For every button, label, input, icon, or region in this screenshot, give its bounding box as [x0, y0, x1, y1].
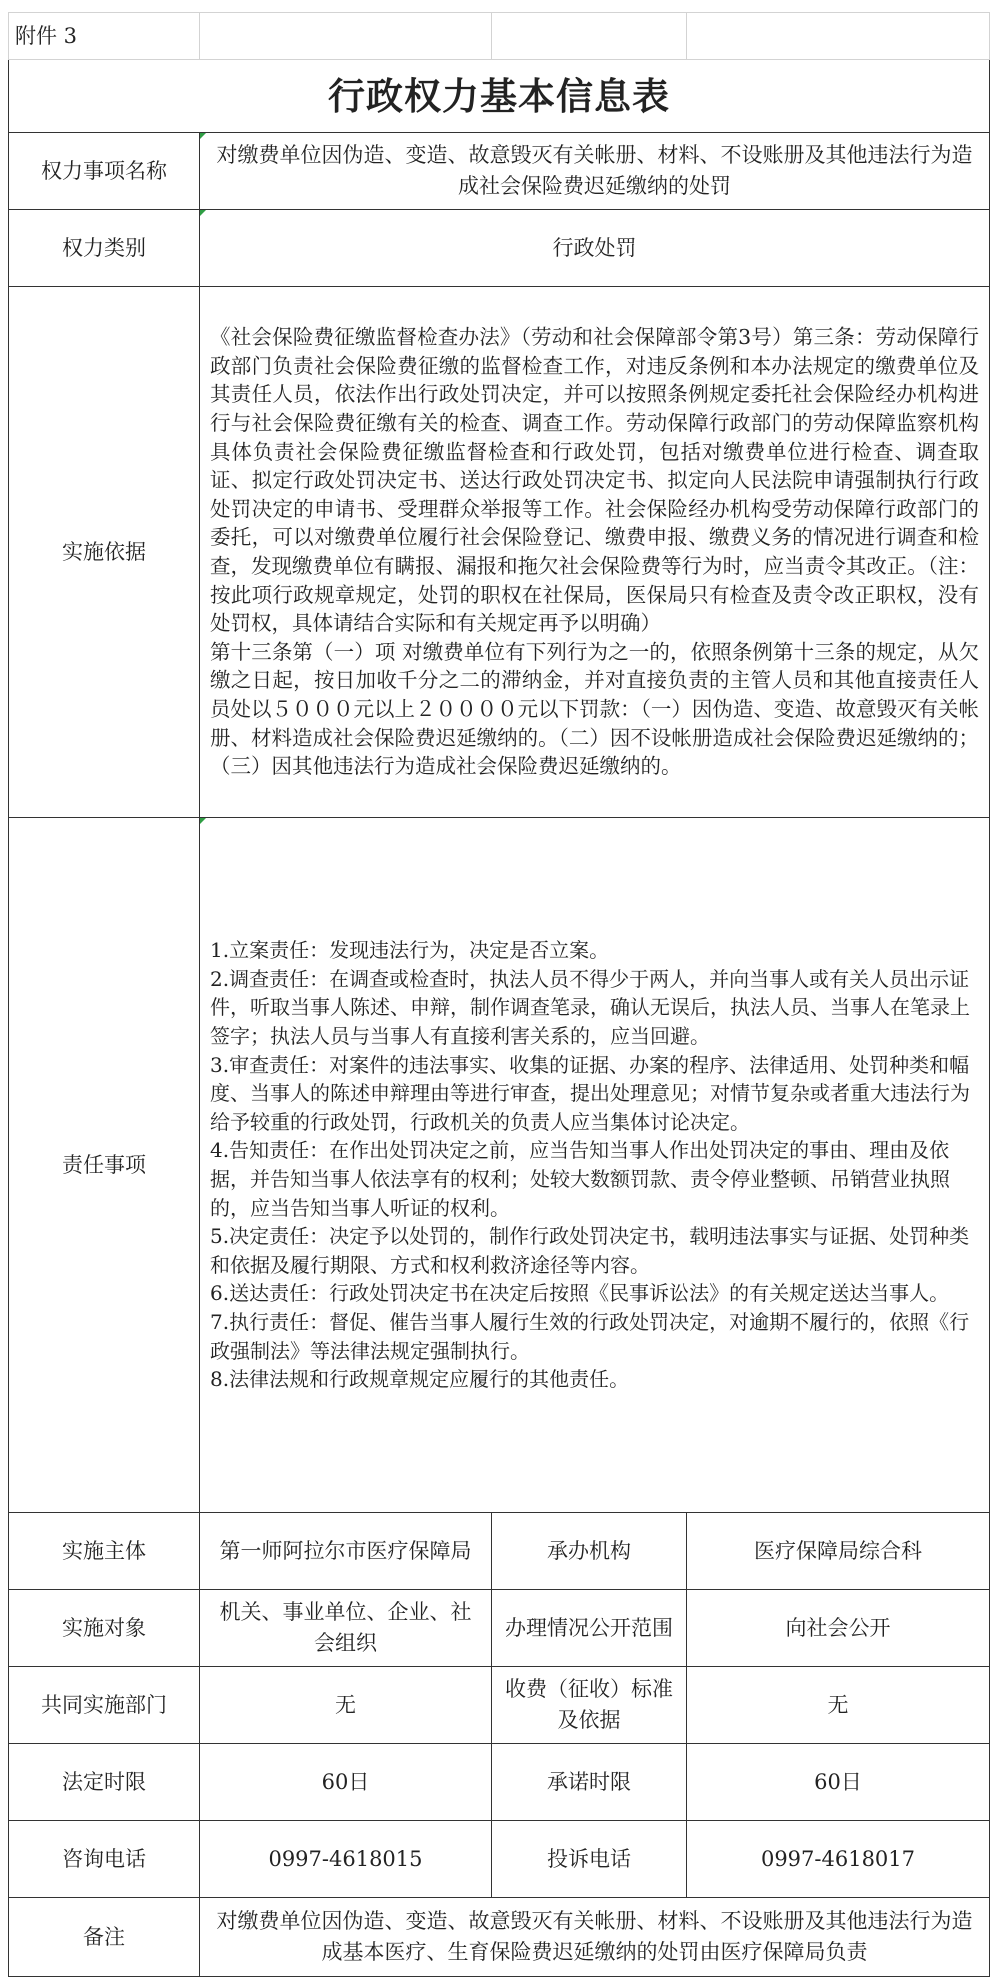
cell-marker [200, 818, 206, 824]
responsibility-item: 1.立案责任：发现违法行为，决定是否立案。 [210, 938, 610, 963]
row-basis [9, 287, 990, 818]
value-target: 机关、事业单位、企业、社会组织 [200, 1590, 492, 1667]
label-public-scope: 办理情况公开范围 [492, 1590, 687, 1667]
value-consult-phone: 0997-4618015 [200, 1821, 492, 1898]
responsibility-item: 4.告知责任：在作出处罚决定之前，应当告知当事人作出处罚决定的事由、理由及依据，并告知当事人依法享有的权利；处较大数额罚款、责令停业整顿、吊销营业执照的，应当告知当事人听证的权利。 [210, 1138, 950, 1220]
responsibility-item: 7.执行责任：督促、催告当事人履行生效的行政处罚决定，对逾期不履行的，依照《行政强制法》等法律法规定强制执行。 [210, 1309, 970, 1363]
value-subject: 第一师阿拉尔市医疗保障局 [200, 1513, 492, 1590]
label-consult-phone: 咨询电话 [9, 1821, 200, 1898]
header-cell [200, 13, 492, 60]
value-type-text: 行政处罚 [552, 235, 637, 260]
value-fee: 无 [687, 1667, 990, 1744]
row-subject [9, 1513, 990, 1590]
cell-marker [200, 210, 206, 216]
basis-paragraph-1: 《社会保险费征缴监督检查办法》（劳动和社会保障部令第3号）第三条：劳动保障行政部门负责社会保险费征缴的监督检查工作，对违反条例和本办法规定的缴费单位及其责任人员，依法作出行政处罚决定，并可以按照条例规定委托社会保险经办机构进行与社会保险费征缴有关的检查、调查工作。劳动保障行政部门的劳动保障监察机构具体负责社会保险费征缴监督检查和行政处罚，包括对缴费单位进行检查、调查取证、拟定行政处罚决定书、送达行政处罚决定书、拟定向人民法院申请强制执行行政处罚决定的申请书、受理群众举报等工作。社会保险经办机构受劳动保障行政部门的委托，可以对缴费单位履行社会保险登记、缴费申报、缴费义务的情况进行调查和检查，发现缴费单位有瞒报、漏报和拖欠社会保险费等行为时，应当责令其改正。（注：按此项行政规章规定，处罚的职权在社保局，医保局只有检查及责令改正职权，没有处罚权，具体请结合实际和有关规定再予以明确） [210, 325, 979, 636]
label-complaint-phone: 投诉电话 [492, 1821, 687, 1898]
label-promise-limit: 承诺时限 [492, 1744, 687, 1821]
value-remark: 对缴费单位因伪造、变造、故意毁灭有关帐册、材料、不设账册及其他违法行为造成基本医疗、生育保险费迟延缴纳的处罚由医疗保障局负责 [200, 1898, 990, 1977]
label-item-name: 权力事项名称 [9, 133, 200, 210]
row-type [9, 210, 990, 287]
responsibility-item: 5.决定责任：决定予以处罚的，制作行政处罚决定书，载明违法事实与证据、处罚种类和依据及履行期限、方式和权利救济途径等内容。 [210, 1224, 970, 1277]
row-phone [9, 1821, 990, 1898]
label-legal-limit: 法定时限 [9, 1744, 200, 1821]
value-legal-limit: 60日 [200, 1744, 492, 1821]
info-table [8, 12, 990, 1977]
row-target [9, 1590, 990, 1667]
row-item-name [9, 133, 990, 210]
label-joint-dept: 共同实施部门 [9, 1667, 200, 1744]
attachment-label: 附件 3 [9, 13, 200, 60]
row-time-limit [9, 1744, 990, 1821]
label-subject: 实施主体 [9, 1513, 200, 1590]
label-responsibility: 责任事项 [9, 818, 200, 1513]
value-promise-limit: 60日 [687, 1744, 990, 1821]
header-row [9, 13, 990, 60]
basis-paragraph-2: 第十三条第（一）项 对缴费单位有下列行为之一的，依照条例第十三条的规定，从欠缴之日起，按日加收千分之二的滞纳金，并对直接负责的主管人员和其他直接责任人员处以５０００元以上２００００元以下罚款：（一）因伪造、变造、故意毁灭有关帐册、材料造成社会保险费迟延缴纳的。（二）因不设帐册造成社会保险费迟延缴纳的；（三）因其他违法行为造成社会保险费迟延缴纳的。 [210, 639, 979, 779]
table-title: 行政权力基本信息表 [9, 60, 990, 133]
row-responsibility [9, 818, 990, 1513]
value-item-name [200, 133, 990, 210]
label-basis: 实施依据 [9, 287, 200, 818]
responsibility-item: 8.法律法规和行政规章规定应履行的其他责任。 [210, 1367, 630, 1392]
value-public-scope: 向社会公开 [687, 1590, 990, 1667]
value-complaint-phone: 0997-4618017 [687, 1821, 990, 1898]
label-handling-org: 承办机构 [492, 1513, 687, 1590]
value-type [200, 210, 990, 287]
responsibility-item: 3.审查责任：对案件的违法事实、收集的证据、办案的程序、法律适用、处罚种类和幅度、当事人的陈述申辩理由等进行审查，提出处理意见；对情节复杂或者重大违法行为给予较重的行政处罚，行政机关的负责人应当集体讨论决定。 [210, 1052, 970, 1134]
value-joint-dept: 无 [200, 1667, 492, 1744]
row-remark [9, 1898, 990, 1977]
label-target: 实施对象 [9, 1590, 200, 1667]
value-basis [200, 287, 990, 818]
responsibility-item: 2.调查责任：在调查或检查时，执法人员不得少于两人，并向当事人或有关人员出示证件，听取当事人陈述、申辩，制作调查笔录，确认无误后，执法人员、当事人在笔录上签字；执法人员与当事人有直接利害关系的，应当回避。 [210, 966, 970, 1049]
row-joint-dept [9, 1667, 990, 1744]
cell-marker [200, 133, 206, 139]
value-handling-org: 医疗保障局综合科 [687, 1513, 990, 1590]
label-remark: 备注 [9, 1898, 200, 1977]
header-cell [492, 13, 687, 60]
info-sheet [8, 12, 989, 1977]
header-cell [687, 13, 990, 60]
label-fee: 收费（征收）标准及依据 [492, 1667, 687, 1744]
value-item-name-text: 对缴费单位因伪造、变造、故意毁灭有关帐册、材料、不设账册及其他违法行为造成社会保险费迟延缴纳的处罚 [216, 143, 973, 198]
label-type: 权力类别 [9, 210, 200, 287]
value-responsibility [200, 818, 990, 1513]
responsibility-item: 6.送达责任：行政处罚决定书在决定后按照《民事诉讼法》的有关规定送达当事人。 [210, 1281, 950, 1306]
